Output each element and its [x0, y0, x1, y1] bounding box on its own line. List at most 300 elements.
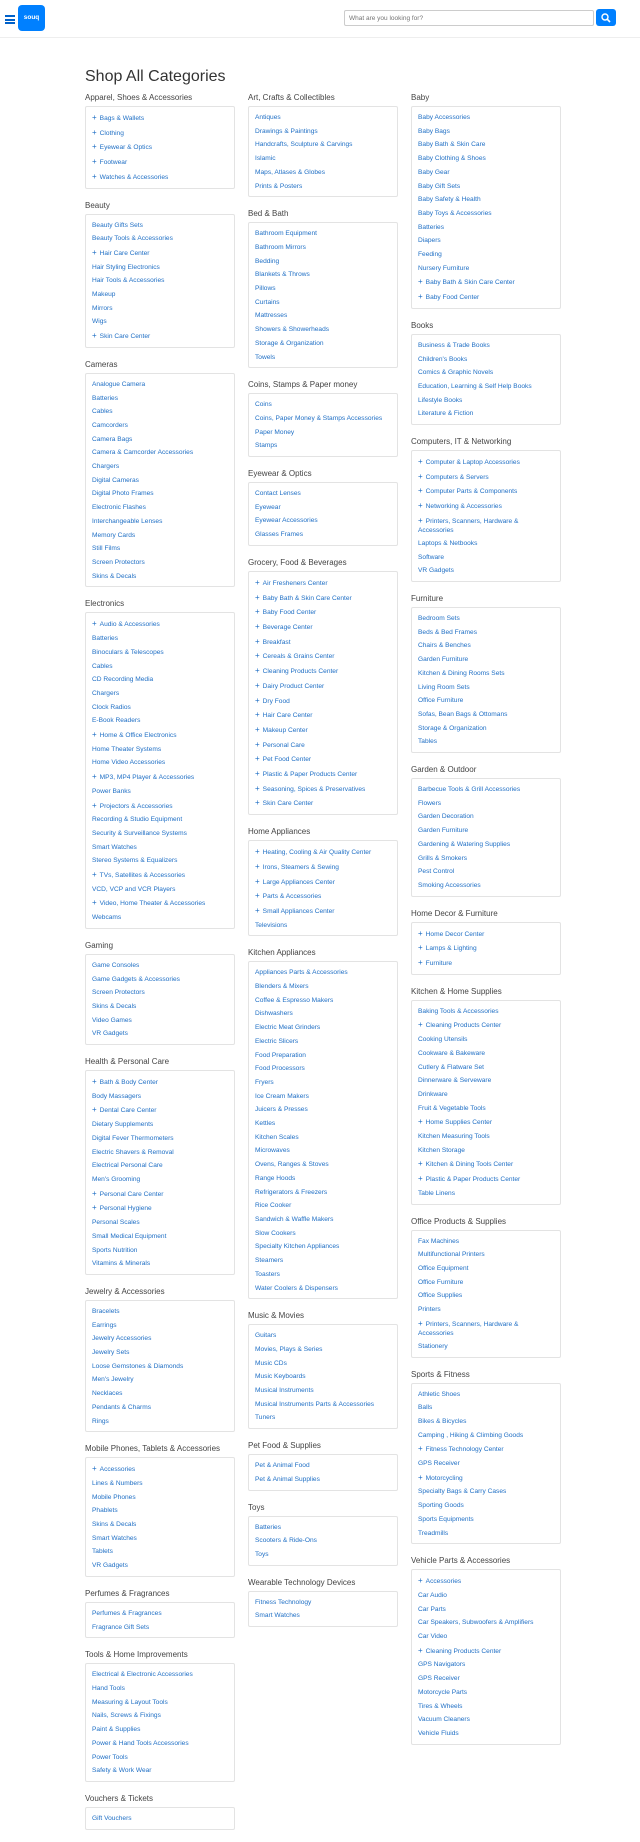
expand-plus-icon[interactable]: +: [92, 898, 97, 908]
category-link-vcd-vcp-and-vcr-players[interactable]: [92, 883, 228, 897]
category-link-dishwashers[interactable]: [255, 1007, 391, 1021]
category-link-car-audio[interactable]: [418, 1589, 554, 1603]
expand-plus-icon[interactable]: +: [418, 1318, 423, 1328]
expand-plus-icon[interactable]: +: [92, 157, 97, 167]
category-link-electric-shavers-removal[interactable]: [92, 1146, 228, 1160]
category-link-home-video-accessories[interactable]: [92, 756, 228, 770]
category-link-dinnerware-serveware[interactable]: [418, 1074, 554, 1088]
category-link-footwear[interactable]: [92, 155, 228, 170]
expand-plus-icon[interactable]: +: [418, 1159, 423, 1169]
category-link-camera-bags[interactable]: [92, 433, 228, 447]
category-link-cereals-grains-center[interactable]: [255, 649, 391, 664]
category-link-electrical-electronic-accessories[interactable]: [92, 1668, 228, 1682]
category-link-steamers[interactable]: [255, 1254, 391, 1268]
expand-plus-icon[interactable]: +: [255, 847, 260, 857]
expand-plus-icon[interactable]: +: [418, 1472, 423, 1482]
category-link-pet-food-center[interactable]: [255, 752, 391, 767]
category-link-range-hoods[interactable]: [255, 1172, 391, 1186]
category-link-contact-lenses[interactable]: [255, 487, 391, 501]
category-link-makeup[interactable]: [92, 288, 228, 302]
category-link-digital-fever-thermometers[interactable]: [92, 1132, 228, 1146]
category-link-jewelry-accessories[interactable]: [92, 1332, 228, 1346]
category-link-home-supplies-center[interactable]: [418, 1115, 554, 1130]
expand-plus-icon[interactable]: +: [255, 876, 260, 886]
category-link-baby-gift-sets[interactable]: [418, 180, 554, 194]
category-link-mobile-phones[interactable]: [92, 1491, 228, 1505]
category-link-batteries[interactable]: [92, 632, 228, 646]
expand-plus-icon[interactable]: +: [418, 1444, 423, 1454]
expand-plus-icon[interactable]: +: [418, 277, 423, 287]
category-link-baby-accessories[interactable]: [418, 111, 554, 125]
category-link-coins[interactable]: [255, 398, 391, 412]
category-link-vehicle-fluids[interactable]: [418, 1727, 554, 1741]
category-link-baby-bath-skin-care-center[interactable]: [255, 591, 391, 606]
expand-plus-icon[interactable]: +: [418, 471, 423, 481]
category-link-gps-receiver[interactable]: [418, 1457, 554, 1471]
category-link-tires-wheels[interactable]: [418, 1700, 554, 1714]
category-link-personal-scales[interactable]: [92, 1216, 228, 1230]
category-link-personal-care[interactable]: [255, 738, 391, 753]
category-link-curtains[interactable]: [255, 296, 391, 310]
category-link-beauty-tools-accessories[interactable]: [92, 232, 228, 246]
category-link-bathroom-mirrors[interactable]: [255, 241, 391, 255]
category-link-grills-smokers[interactable]: [418, 852, 554, 866]
category-link-body-massagers[interactable]: [92, 1090, 228, 1104]
souq-logo[interactable]: souq: [18, 5, 45, 31]
category-link-children-s-books[interactable]: [418, 353, 554, 367]
category-link-bikes-bicycles[interactable]: [418, 1415, 554, 1429]
category-link-still-films[interactable]: [92, 542, 228, 556]
category-link-paint-supplies[interactable]: [92, 1723, 228, 1737]
category-link-baking-tools-accessories[interactable]: [418, 1005, 554, 1019]
category-link-dairy-product-center[interactable]: [255, 679, 391, 694]
category-link-computers-servers[interactable]: [418, 470, 554, 485]
category-link-electronic-flashes[interactable]: [92, 501, 228, 515]
expand-plus-icon[interactable]: +: [255, 592, 260, 602]
expand-plus-icon[interactable]: +: [418, 501, 423, 511]
category-link-computer-parts-components[interactable]: [418, 484, 554, 499]
category-link-sofas-bean-bags-ottomans[interactable]: [418, 708, 554, 722]
category-link-electric-slicers[interactable]: [255, 1035, 391, 1049]
category-link-stamps[interactable]: [255, 439, 391, 453]
category-link-beverage-center[interactable]: [255, 620, 391, 635]
category-link-printers[interactable]: [418, 1303, 554, 1317]
category-link-dietary-supplements[interactable]: [92, 1118, 228, 1132]
category-link-islamic[interactable]: [255, 152, 391, 166]
category-link-men-s-jewelry[interactable]: [92, 1373, 228, 1387]
category-link-fitness-technology-center[interactable]: [418, 1442, 554, 1457]
category-link-prints-posters[interactable]: [255, 180, 391, 194]
category-link-microwaves[interactable]: [255, 1144, 391, 1158]
expand-plus-icon[interactable]: +: [255, 621, 260, 631]
category-link-printers-scanners-hardware-accessories[interactable]: [418, 514, 554, 537]
category-link-parts-accessories[interactable]: [255, 889, 391, 904]
category-link-vr-gadgets[interactable]: [92, 1027, 228, 1041]
category-link-dry-food[interactable]: [255, 694, 391, 709]
category-link-batteries[interactable]: [92, 392, 228, 406]
expand-plus-icon[interactable]: +: [418, 292, 423, 302]
category-link-kettles[interactable]: [255, 1117, 391, 1131]
category-link-garden-decoration[interactable]: [418, 810, 554, 824]
expand-plus-icon[interactable]: +: [92, 247, 97, 257]
category-link-software[interactable]: [418, 551, 554, 565]
category-link-flowers[interactable]: [418, 797, 554, 811]
category-link-kitchen-measuring-tools[interactable]: [418, 1130, 554, 1144]
expand-plus-icon[interactable]: +: [418, 928, 423, 938]
expand-plus-icon[interactable]: +: [255, 666, 260, 676]
category-link-antiques[interactable]: [255, 111, 391, 125]
category-link-hair-care-center[interactable]: [255, 708, 391, 723]
expand-plus-icon[interactable]: +: [255, 798, 260, 808]
category-link-furniture[interactable]: [418, 956, 554, 971]
expand-plus-icon[interactable]: +: [255, 739, 260, 749]
category-link-paper-money[interactable]: [255, 426, 391, 440]
expand-plus-icon[interactable]: +: [255, 861, 260, 871]
expand-plus-icon[interactable]: +: [255, 695, 260, 705]
category-link-feeding[interactable]: [418, 248, 554, 262]
expand-plus-icon[interactable]: +: [255, 680, 260, 690]
expand-plus-icon[interactable]: +: [255, 724, 260, 734]
category-link-drawings-paintings[interactable]: [255, 125, 391, 139]
category-link-bedroom-sets[interactable]: [418, 612, 554, 626]
category-link-perfumes-fragrances[interactable]: [92, 1607, 228, 1621]
category-link-cookware-bakeware[interactable]: [418, 1047, 554, 1061]
expand-plus-icon[interactable]: +: [255, 769, 260, 779]
category-link-bags-wallets[interactable]: [92, 111, 228, 126]
category-link-office-supplies[interactable]: [418, 1289, 554, 1303]
category-link-hair-styling-electronics[interactable]: [92, 261, 228, 275]
expand-plus-icon[interactable]: +: [418, 943, 423, 953]
category-link-treadmills[interactable]: [418, 1527, 554, 1541]
category-link-lifestyle-books[interactable]: [418, 394, 554, 408]
category-link-stereo-systems-equalizers[interactable]: [92, 854, 228, 868]
category-link-irons-steamers-sewing[interactable]: [255, 860, 391, 875]
category-link-sports-nutrition[interactable]: [92, 1244, 228, 1258]
category-link-musical-instruments-parts-accessories[interactable]: [255, 1398, 391, 1412]
category-link-personal-care-center[interactable]: [92, 1187, 228, 1202]
category-link-phablets[interactable]: [92, 1504, 228, 1518]
category-link-car-video[interactable]: [418, 1630, 554, 1644]
category-link-towels[interactable]: [255, 351, 391, 365]
category-link-binoculars-telescopes[interactable]: [92, 646, 228, 660]
expand-plus-icon[interactable]: +: [255, 651, 260, 661]
category-link-comics-graphic-novels[interactable]: [418, 366, 554, 380]
category-link-blankets-throws[interactable]: [255, 268, 391, 282]
category-link-juicers-presses[interactable]: [255, 1103, 391, 1117]
category-link-drinkware[interactable]: [418, 1088, 554, 1102]
category-link-living-room-sets[interactable]: [418, 681, 554, 695]
category-link-business-trade-books[interactable]: [418, 339, 554, 353]
category-link-wigs[interactable]: [92, 315, 228, 329]
expand-plus-icon[interactable]: +: [255, 710, 260, 720]
expand-plus-icon[interactable]: +: [418, 1645, 423, 1655]
category-link-smart-watches[interactable]: [92, 1532, 228, 1546]
category-link-baby-safety-health[interactable]: [418, 193, 554, 207]
category-link-showers-showerheads[interactable]: [255, 323, 391, 337]
expand-plus-icon[interactable]: +: [255, 891, 260, 901]
category-link-movies-plays-series[interactable]: [255, 1343, 391, 1357]
category-link-musical-instruments[interactable]: [255, 1384, 391, 1398]
category-link-scooters-ride-ons[interactable]: [255, 1534, 391, 1548]
category-link-home-office-electronics[interactable]: [92, 728, 228, 743]
category-link-watches-accessories[interactable]: [92, 170, 228, 185]
category-link-clothing[interactable]: [92, 126, 228, 141]
category-link-refrigerators-freezers[interactable]: [255, 1186, 391, 1200]
category-link-cleaning-products-center[interactable]: [418, 1018, 554, 1033]
search-input[interactable]: [344, 10, 594, 26]
category-link-diapers[interactable]: [418, 234, 554, 248]
category-link-measuring-layout-tools[interactable]: [92, 1696, 228, 1710]
category-link-vitamins-minerals[interactable]: [92, 1257, 228, 1271]
category-link-beds-bed-frames[interactable]: [418, 626, 554, 640]
category-link-makeup-center[interactable]: [255, 723, 391, 738]
expand-plus-icon[interactable]: +: [255, 607, 260, 617]
category-link-office-equipment[interactable]: [418, 1262, 554, 1276]
category-link-baby-bath-skin-care[interactable]: [418, 138, 554, 152]
category-link-breakfast[interactable]: [255, 635, 391, 650]
category-link-motorcycling[interactable]: [418, 1471, 554, 1486]
category-link-plastic-paper-products-center[interactable]: [255, 767, 391, 782]
category-link-garden-furniture[interactable]: [418, 824, 554, 838]
category-link-toasters[interactable]: [255, 1268, 391, 1282]
category-link-loose-gemstones-diamonds[interactable]: [92, 1360, 228, 1374]
expand-plus-icon[interactable]: +: [418, 486, 423, 496]
category-link-screen-protectors[interactable]: [92, 986, 228, 1000]
category-link-men-s-grooming[interactable]: [92, 1173, 228, 1187]
category-link-office-furniture[interactable]: [418, 1276, 554, 1290]
category-link-chargers[interactable]: [92, 460, 228, 474]
expand-plus-icon[interactable]: +: [92, 1077, 97, 1087]
category-link-beauty-gifts-sets[interactable]: [92, 219, 228, 233]
category-link-cutlery-flatware-set[interactable]: [418, 1061, 554, 1075]
expand-plus-icon[interactable]: +: [92, 730, 97, 740]
category-link-specialty-kitchen-appliances[interactable]: [255, 1240, 391, 1254]
category-link-skins-decals[interactable]: [92, 1000, 228, 1014]
category-link-large-appliances-center[interactable]: [255, 875, 391, 890]
category-link-home-decor-center[interactable]: [418, 927, 554, 942]
category-link-garden-furniture[interactable]: [418, 653, 554, 667]
category-link-electric-meat-grinders[interactable]: [255, 1021, 391, 1035]
category-link-cables[interactable]: [92, 660, 228, 674]
category-link-baby-clothing-shoes[interactable]: [418, 152, 554, 166]
category-link-baby-bags[interactable]: [418, 125, 554, 139]
category-link-kitchen-dining-tools-center[interactable]: [418, 1157, 554, 1172]
expand-plus-icon[interactable]: +: [418, 958, 423, 968]
category-link-fitness-technology[interactable]: [255, 1596, 391, 1610]
category-link-skins-decals[interactable]: [92, 570, 228, 584]
category-link-air-fresheners-center[interactable]: [255, 576, 391, 591]
category-link-sporting-goods[interactable]: [418, 1499, 554, 1513]
expand-plus-icon[interactable]: +: [418, 1576, 423, 1586]
category-link-maps-atlases-globes[interactable]: [255, 166, 391, 180]
category-link-camping-hiking-climbing-goods[interactable]: [418, 1429, 554, 1443]
category-link-balls[interactable]: [418, 1401, 554, 1415]
expand-plus-icon[interactable]: +: [418, 1174, 423, 1184]
category-link-printers-scanners-hardware-accessories[interactable]: [418, 1317, 554, 1340]
category-link-car-parts[interactable]: [418, 1603, 554, 1617]
category-link-eyewear-optics[interactable]: [92, 140, 228, 155]
category-link-food-preparation[interactable]: [255, 1049, 391, 1063]
category-link-memory-cards[interactable]: [92, 529, 228, 543]
category-link-gps-receiver[interactable]: [418, 1672, 554, 1686]
category-link-eyewear-accessories[interactable]: [255, 514, 391, 528]
category-link-hair-care-center[interactable]: [92, 246, 228, 261]
category-link-baby-gear[interactable]: [418, 166, 554, 180]
expand-plus-icon[interactable]: +: [92, 800, 97, 810]
hamburger-menu-icon[interactable]: [5, 15, 15, 24]
category-link-guitars[interactable]: [255, 1329, 391, 1343]
category-link-table-linens[interactable]: [418, 1187, 554, 1201]
category-link-computer-laptop-accessories[interactable]: [418, 455, 554, 470]
category-link-fryers[interactable]: [255, 1076, 391, 1090]
category-link-coffee-espresso-makers[interactable]: [255, 994, 391, 1008]
category-link-heating-cooling-air-quality-center[interactable]: [255, 845, 391, 860]
category-link-webcams[interactable]: [92, 911, 228, 925]
category-link-nursery-furniture[interactable]: [418, 262, 554, 276]
category-link-chairs-benches[interactable]: [418, 639, 554, 653]
search-button[interactable]: [596, 9, 616, 26]
category-link-clock-radios[interactable]: [92, 701, 228, 715]
category-link-tvs-satellites-accessories[interactable]: [92, 868, 228, 883]
category-link-bedding[interactable]: [255, 255, 391, 269]
category-link-earrings[interactable]: [92, 1319, 228, 1333]
category-link-pet-animal-supplies[interactable]: [255, 1473, 391, 1487]
category-link-bathroom-equipment[interactable]: [255, 227, 391, 241]
category-link-cables[interactable]: [92, 405, 228, 419]
category-link-fragrance-gift-sets[interactable]: [92, 1621, 228, 1635]
category-link-mp3-mp4-player-accessories[interactable]: [92, 770, 228, 785]
category-link-lines-numbers[interactable]: [92, 1477, 228, 1491]
category-link-smart-watches[interactable]: [92, 841, 228, 855]
category-link-eyewear[interactable]: [255, 501, 391, 515]
category-link-jewelry-sets[interactable]: [92, 1346, 228, 1360]
category-link-e-book-readers[interactable]: [92, 714, 228, 728]
category-link-tables[interactable]: [418, 735, 554, 749]
category-link-vacuum-cleaners[interactable]: [418, 1713, 554, 1727]
expand-plus-icon[interactable]: +: [418, 1117, 423, 1127]
category-link-bracelets[interactable]: [92, 1305, 228, 1319]
category-link-gps-navigators[interactable]: [418, 1658, 554, 1672]
category-link-cleaning-products-center[interactable]: [418, 1644, 554, 1659]
category-link-sports-equipments[interactable]: [418, 1513, 554, 1527]
category-link-pillows[interactable]: [255, 282, 391, 296]
category-link-game-consoles[interactable]: [92, 959, 228, 973]
expand-plus-icon[interactable]: +: [418, 457, 423, 467]
category-link-bath-body-center[interactable]: [92, 1075, 228, 1090]
category-link-mirrors[interactable]: [92, 302, 228, 316]
category-link-screen-protectors[interactable]: [92, 556, 228, 570]
category-link-baby-food-center[interactable]: [255, 605, 391, 620]
category-link-office-furniture[interactable]: [418, 694, 554, 708]
category-link-kitchen-dining-rooms-sets[interactable]: [418, 667, 554, 681]
expand-plus-icon[interactable]: +: [92, 171, 97, 181]
category-link-pet-animal-food[interactable]: [255, 1459, 391, 1473]
expand-plus-icon[interactable]: +: [92, 1203, 97, 1213]
category-link-security-surveillance-systems[interactable]: [92, 827, 228, 841]
category-link-pendants-charms[interactable]: [92, 1401, 228, 1415]
category-link-necklaces[interactable]: [92, 1387, 228, 1401]
category-link-motorcycle-parts[interactable]: [418, 1686, 554, 1700]
category-link-fax-machines[interactable]: [418, 1235, 554, 1249]
category-link-rings[interactable]: [92, 1415, 228, 1429]
expand-plus-icon[interactable]: +: [92, 142, 97, 152]
category-link-cd-recording-media[interactable]: [92, 673, 228, 687]
category-link-video-games[interactable]: [92, 1014, 228, 1028]
category-link-tuners[interactable]: [255, 1411, 391, 1425]
expand-plus-icon[interactable]: +: [255, 783, 260, 793]
category-link-sandwich-waffle-makers[interactable]: [255, 1213, 391, 1227]
category-link-accessories[interactable]: [418, 1574, 554, 1589]
category-link-car-speakers-subwoofers-amplifiers[interactable]: [418, 1616, 554, 1630]
category-link-ovens-ranges-stoves[interactable]: [255, 1158, 391, 1172]
category-link-smart-watches[interactable]: [255, 1609, 391, 1623]
category-link-networking-accessories[interactable]: [418, 499, 554, 514]
category-link-dental-care-center[interactable]: [92, 1103, 228, 1118]
category-link-skins-decals[interactable]: [92, 1518, 228, 1532]
expand-plus-icon[interactable]: +: [92, 331, 97, 341]
category-link-skin-care-center[interactable]: [255, 796, 391, 811]
category-link-power-hand-tools-accessories[interactable]: [92, 1737, 228, 1751]
category-link-education-learning-self-help-books[interactable]: [418, 380, 554, 394]
category-link-water-coolers-dispensers[interactable]: [255, 1282, 391, 1296]
category-link-plastic-paper-products-center[interactable]: [418, 1172, 554, 1187]
category-link-ice-cream-makers[interactable]: [255, 1090, 391, 1104]
category-link-music-keyboards[interactable]: [255, 1370, 391, 1384]
category-link-handcrafts-sculpture-carvings[interactable]: [255, 138, 391, 152]
expand-plus-icon[interactable]: +: [255, 754, 260, 764]
category-link-video-home-theater-accessories[interactable]: [92, 896, 228, 911]
category-link-game-gadgets-accessories[interactable]: [92, 973, 228, 987]
category-link-hand-tools[interactable]: [92, 1682, 228, 1696]
category-link-tablets[interactable]: [92, 1545, 228, 1559]
category-link-baby-toys-accessories[interactable]: [418, 207, 554, 221]
category-link-appliances-parts-accessories[interactable]: [255, 966, 391, 980]
category-link-skin-care-center[interactable]: [92, 329, 228, 344]
category-link-recording-studio-equipment[interactable]: [92, 813, 228, 827]
category-link-laptops-netbooks[interactable]: [418, 537, 554, 551]
category-link-cleaning-products-center[interactable]: [255, 664, 391, 679]
category-link-multifunctional-printers[interactable]: [418, 1248, 554, 1262]
expand-plus-icon[interactable]: +: [92, 772, 97, 782]
category-link-gift-vouchers[interactable]: [92, 1812, 228, 1826]
category-link-music-cds[interactable]: [255, 1357, 391, 1371]
category-link-barbecue-tools-grill-accessories[interactable]: [418, 783, 554, 797]
category-link-lamps-lighting[interactable]: [418, 941, 554, 956]
category-link-food-processors[interactable]: [255, 1062, 391, 1076]
category-link-cooking-utensils[interactable]: [418, 1033, 554, 1047]
category-link-power-tools[interactable]: [92, 1751, 228, 1765]
category-link-slow-cookers[interactable]: [255, 1227, 391, 1241]
category-link-seasoning-spices-preservatives[interactable]: [255, 782, 391, 797]
category-link-storage-organization[interactable]: [255, 337, 391, 351]
category-link-projectors-accessories[interactable]: [92, 799, 228, 814]
category-link-vr-gadgets[interactable]: [418, 564, 554, 578]
category-link-gardening-watering-supplies[interactable]: [418, 838, 554, 852]
category-link-smoking-accessories[interactable]: [418, 879, 554, 893]
category-link-coins-paper-money-stamps-accessories[interactable]: [255, 412, 391, 426]
category-link-digital-cameras[interactable]: [92, 474, 228, 488]
category-link-baby-bath-skin-care-center[interactable]: [418, 275, 554, 290]
category-link-batteries[interactable]: [418, 221, 554, 235]
expand-plus-icon[interactable]: +: [92, 1105, 97, 1115]
expand-plus-icon[interactable]: +: [255, 577, 260, 587]
category-link-digital-photo-frames[interactable]: [92, 487, 228, 501]
category-link-specialty-bags-carry-cases[interactable]: [418, 1485, 554, 1499]
category-link-electrical-personal-care[interactable]: [92, 1159, 228, 1173]
category-link-stationery[interactable]: [418, 1340, 554, 1354]
category-link-baby-food-center[interactable]: [418, 290, 554, 305]
category-link-storage-organization[interactable]: [418, 722, 554, 736]
